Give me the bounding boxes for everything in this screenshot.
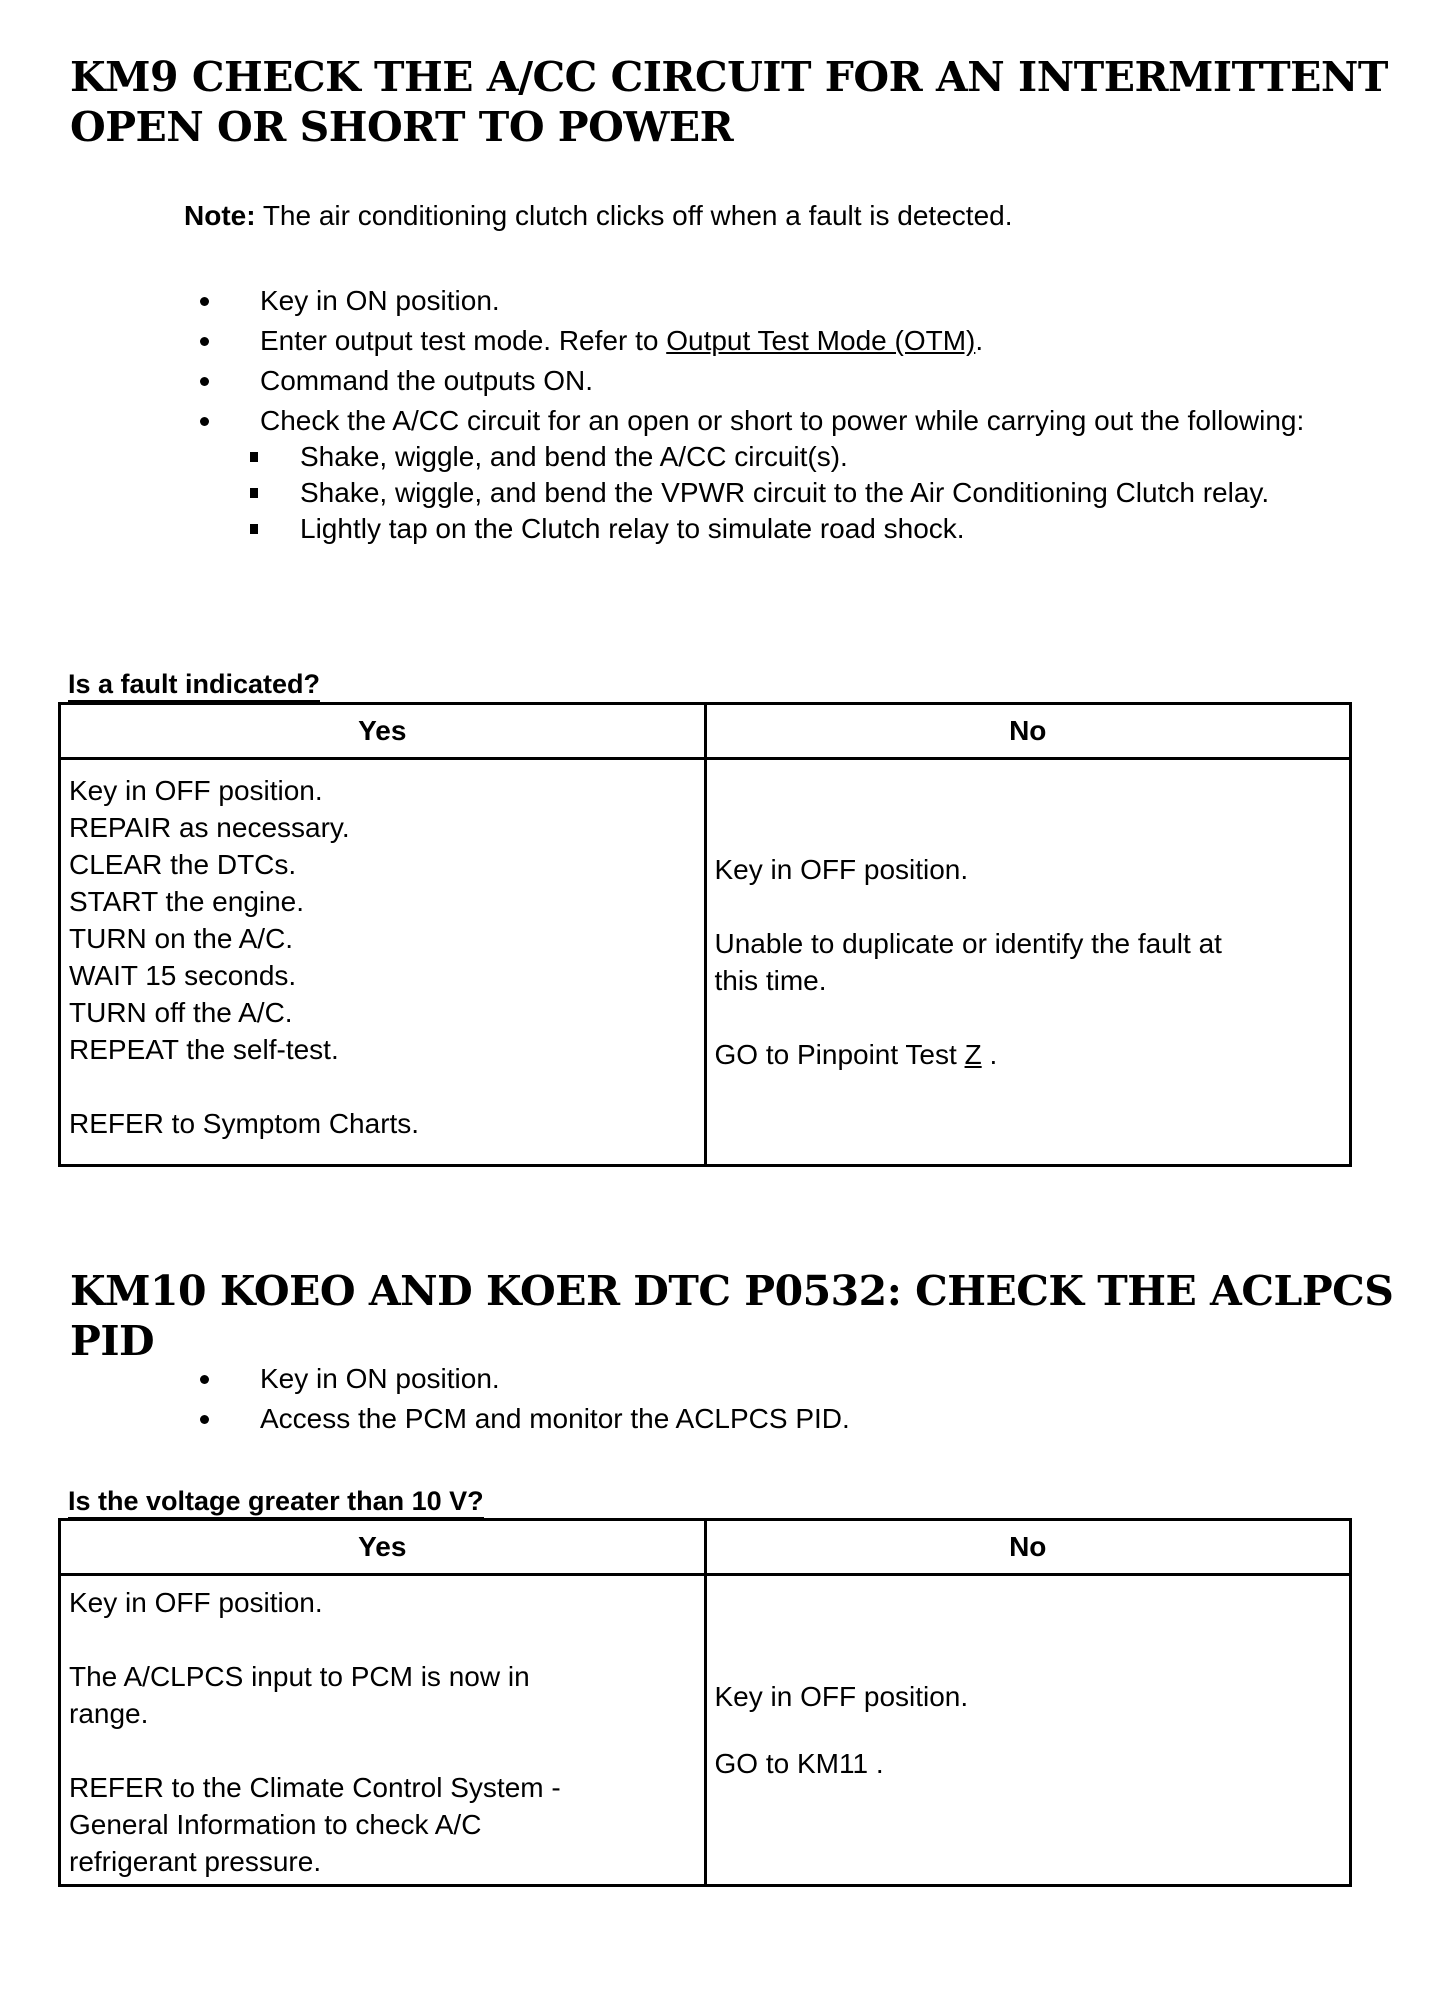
no-cell [705,1575,1351,1886]
yes-line: General Information to check A/C [69,1809,482,1840]
step-text: Check the A/CC circuit for an open or short to power while carrying out the following: [260,405,1305,436]
substep-acc [184,439,1384,475]
no-line: Key in OFF position. [714,854,969,885]
goto-km11: GO to KM11 . [714,1748,884,1779]
no-line: this time. [714,965,827,996]
bullet-icon [200,297,209,306]
no-line: Unable to duplicate or identify the fault at [714,928,1222,959]
km10-question: Is the voltage greater than 10 V? [68,1485,484,1519]
yes-line: CLEAR the DTCs. [69,849,297,880]
yes-line: Key in OFF position. [69,1587,323,1618]
no-header: No [705,704,1351,759]
yes-line: REFER to Symptom Charts. [69,1108,420,1139]
yes-header: Yes [60,1520,706,1575]
square-bullet-icon [250,524,258,534]
yes-line: REPEAT the self-test. [69,1034,339,1065]
km9-heading-line2: OPEN OR SHORT TO POWER [70,103,734,151]
no-header: No [705,1520,1351,1575]
yes-line: The A/CLPCS input to PCM is now in [69,1661,530,1692]
step-text: Access the PCM and monitor the ACLPCS PID. [260,1403,850,1434]
bullet-icon [200,417,209,426]
yes-cell [60,759,706,1166]
no-line-goto [715,1036,1342,1073]
km10-heading: KM10 KOEO AND KOER DTC P0532: CHECK THE ACLPCS PID [70,1267,1394,1365]
step-command-outputs [184,363,1384,399]
yes-line: Key in OFF position. [69,775,323,806]
step-text-suffix: . [975,325,984,356]
yes-line: START the engine. [69,886,305,917]
bullet-icon [200,1375,209,1384]
step-text: Key in ON position. [260,285,500,316]
km9-heading [70,52,1410,152]
yes-cell [60,1575,706,1886]
substep-vpwr [184,475,1384,511]
yes-line: TURN on the A/C. [69,923,294,954]
otm-link[interactable]: Output Test Mode (OTM) [666,325,976,356]
km10-result-table [58,1518,1352,1887]
square-bullet-icon [250,452,258,462]
yes-line: WAIT 15 seconds. [69,960,297,991]
note-label: Note: [184,200,256,231]
square-bullet-icon [250,488,258,498]
step-text: Key in ON position. [260,1363,500,1394]
substep-text: Shake, wiggle, and bend the A/CC circuit(s). [300,441,848,472]
step-key-on [184,1361,1384,1397]
km9-question: Is a fault indicated? [68,668,320,702]
bullet-icon [200,377,209,386]
no-cell [705,759,1351,1166]
yes-line: TURN off the A/C. [69,997,293,1028]
note [184,198,1013,234]
km9-heading-line1: KM9 CHECK THE A/CC CIRCUIT FOR AN INTERMITTENT [70,53,1388,101]
step-text: Enter output test mode. Refer to [260,325,667,356]
step-key-on [184,283,1384,319]
pinpoint-test-z-link[interactable]: Z [964,1039,982,1070]
substep-text: Lightly tap on the Clutch relay to simulate road shock. [300,513,965,544]
no-line-text: GO to Pinpoint Test [714,1039,965,1070]
km9-steps [184,283,1384,547]
bullet-icon [200,337,209,346]
check-substeps [184,439,1384,547]
bullet-icon [200,1415,209,1424]
note-text: The air conditioning clutch clicks off when a fault is detected. [255,200,1013,231]
yes-line: REFER to the Climate Control System - [69,1772,561,1803]
no-line-suffix: . [981,1039,998,1070]
step-text: Command the outputs ON. [260,365,594,396]
no-line: Key in OFF position. [714,1681,969,1712]
yes-header: Yes [60,704,706,759]
yes-line: refrigerant pressure. [69,1846,322,1877]
substep-tap-relay [184,511,1384,547]
yes-line: range. [69,1698,149,1729]
step-access-pcm [184,1401,1384,1437]
km9-result-table [58,702,1352,1167]
step-check-circuit [184,403,1384,547]
km10-steps [184,1361,1384,1441]
substep-text: Shake, wiggle, and bend the VPWR circuit to the Air Conditioning Clutch relay. [300,477,1270,508]
step-enter-otm [184,323,1384,359]
yes-line: REPAIR as necessary. [69,812,350,843]
